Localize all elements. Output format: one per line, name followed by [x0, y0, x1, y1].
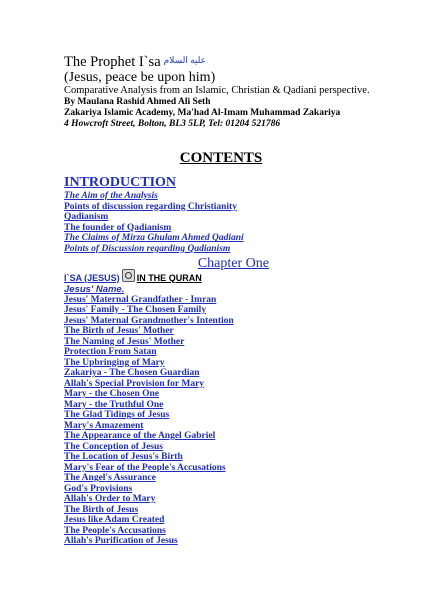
toc-item-link[interactable]: Points of discussion regarding Christianity [64, 201, 237, 212]
chapter-one-list [64, 295, 404, 547]
toc-item-link[interactable]: Mary's Fear of the People's Accusations [64, 462, 226, 473]
toc-item-link[interactable]: Mary - the Truthful One [64, 399, 164, 410]
academy-line: Zakariya Islamic Academy, Ma'had Al-Imam Muhammad Zakariya [64, 108, 341, 118]
toc-item-link[interactable]: The People's Accusations [64, 525, 166, 536]
document-page [64, 52, 404, 547]
toc-item-link[interactable]: The Glad Tidings of Jesus [64, 410, 170, 421]
toc-item-link[interactable]: God's Provisions [64, 483, 133, 494]
toc-item-link[interactable]: The Aim of the Analysis [64, 191, 158, 201]
introduction-list [64, 191, 404, 255]
contents-heading: CONTENTS [179, 150, 263, 166]
toc-item-link[interactable]: The Appearance of the Angel Gabriel [64, 431, 216, 442]
toc-item-link[interactable]: Qadianism [64, 212, 109, 223]
toc-item-link[interactable]: Jesus' Maternal Grandmother's Intention [64, 315, 234, 326]
toc-item-link[interactable]: The Birth of Jesus' Mother [64, 326, 174, 337]
toc-item-link[interactable]: The Conception of Jesus [64, 441, 163, 452]
toc-item-link[interactable]: Allah's Purification of Jesus [64, 536, 178, 547]
table-of-contents [64, 175, 404, 547]
chapter-section-heading [64, 272, 404, 284]
toc-introduction-link[interactable]: INTRODUCTION [64, 175, 177, 190]
document-description: Comparative Analysis from an Islamic, Christian & Qadiani perspective. [64, 85, 370, 96]
quran-icon [122, 269, 135, 282]
toc-item-link[interactable]: The Naming of Jesus' Mother [64, 336, 185, 347]
toc-item-link[interactable]: Allah's Order to Mary [64, 494, 156, 505]
toc-item-link[interactable]: Jesus' Family - The Chosen Family [64, 305, 207, 316]
toc-item-link[interactable]: The Upbringing of Mary [64, 357, 165, 368]
author-line: By Maulana Rashid Ahmed Ali Seth [64, 97, 211, 107]
toc-section-link[interactable]: I`SA (JESUS) [64, 272, 120, 283]
toc-item-link[interactable]: The founder of Qadianism [64, 222, 172, 233]
document-title [64, 52, 404, 70]
toc-item-link[interactable]: The Birth of Jesus [64, 504, 139, 515]
toc-item-link[interactable]: Protection From Satan [64, 347, 157, 358]
document-subtitle: (Jesus, peace be upon him) [64, 70, 216, 85]
toc-item-link[interactable]: The Location of Jesus's Birth [64, 452, 183, 463]
toc-item-link[interactable]: Allah's Special Provision for Mary [64, 378, 205, 389]
toc-item-link[interactable]: Mary - the Chosen One [64, 389, 159, 400]
address-line: 4 Howcroft Street, Bolton, BL3 5LP, Tel: 01204 521786 [64, 119, 281, 129]
toc-item-link[interactable]: Jesus like Adam Created [64, 515, 165, 526]
toc-subheading-link[interactable]: Jesus' Name. [64, 283, 125, 295]
toc-item-link[interactable]: Points of Discussion regarding Qadianism [64, 243, 231, 254]
arabic-honorific: عليه السلام [163, 55, 206, 65]
title-text: The Prophet I`sa [64, 54, 161, 70]
section-tail-text: IN THE QURAN [136, 272, 202, 283]
toc-item-link[interactable]: The Angel's Assurance [64, 473, 156, 484]
toc-item-link[interactable]: Jesus' Maternal Grandfather - Imran [64, 294, 217, 305]
toc-chapter-one-link[interactable]: Chapter One [197, 255, 269, 271]
toc-item-link[interactable]: The Claims of Mirza Ghulam Ahmed Qadiani [64, 233, 244, 244]
toc-item-link[interactable]: Mary's Amazement [64, 420, 144, 431]
toc-item-link[interactable]: Zakariya - The Chosen Guardian [64, 368, 200, 379]
